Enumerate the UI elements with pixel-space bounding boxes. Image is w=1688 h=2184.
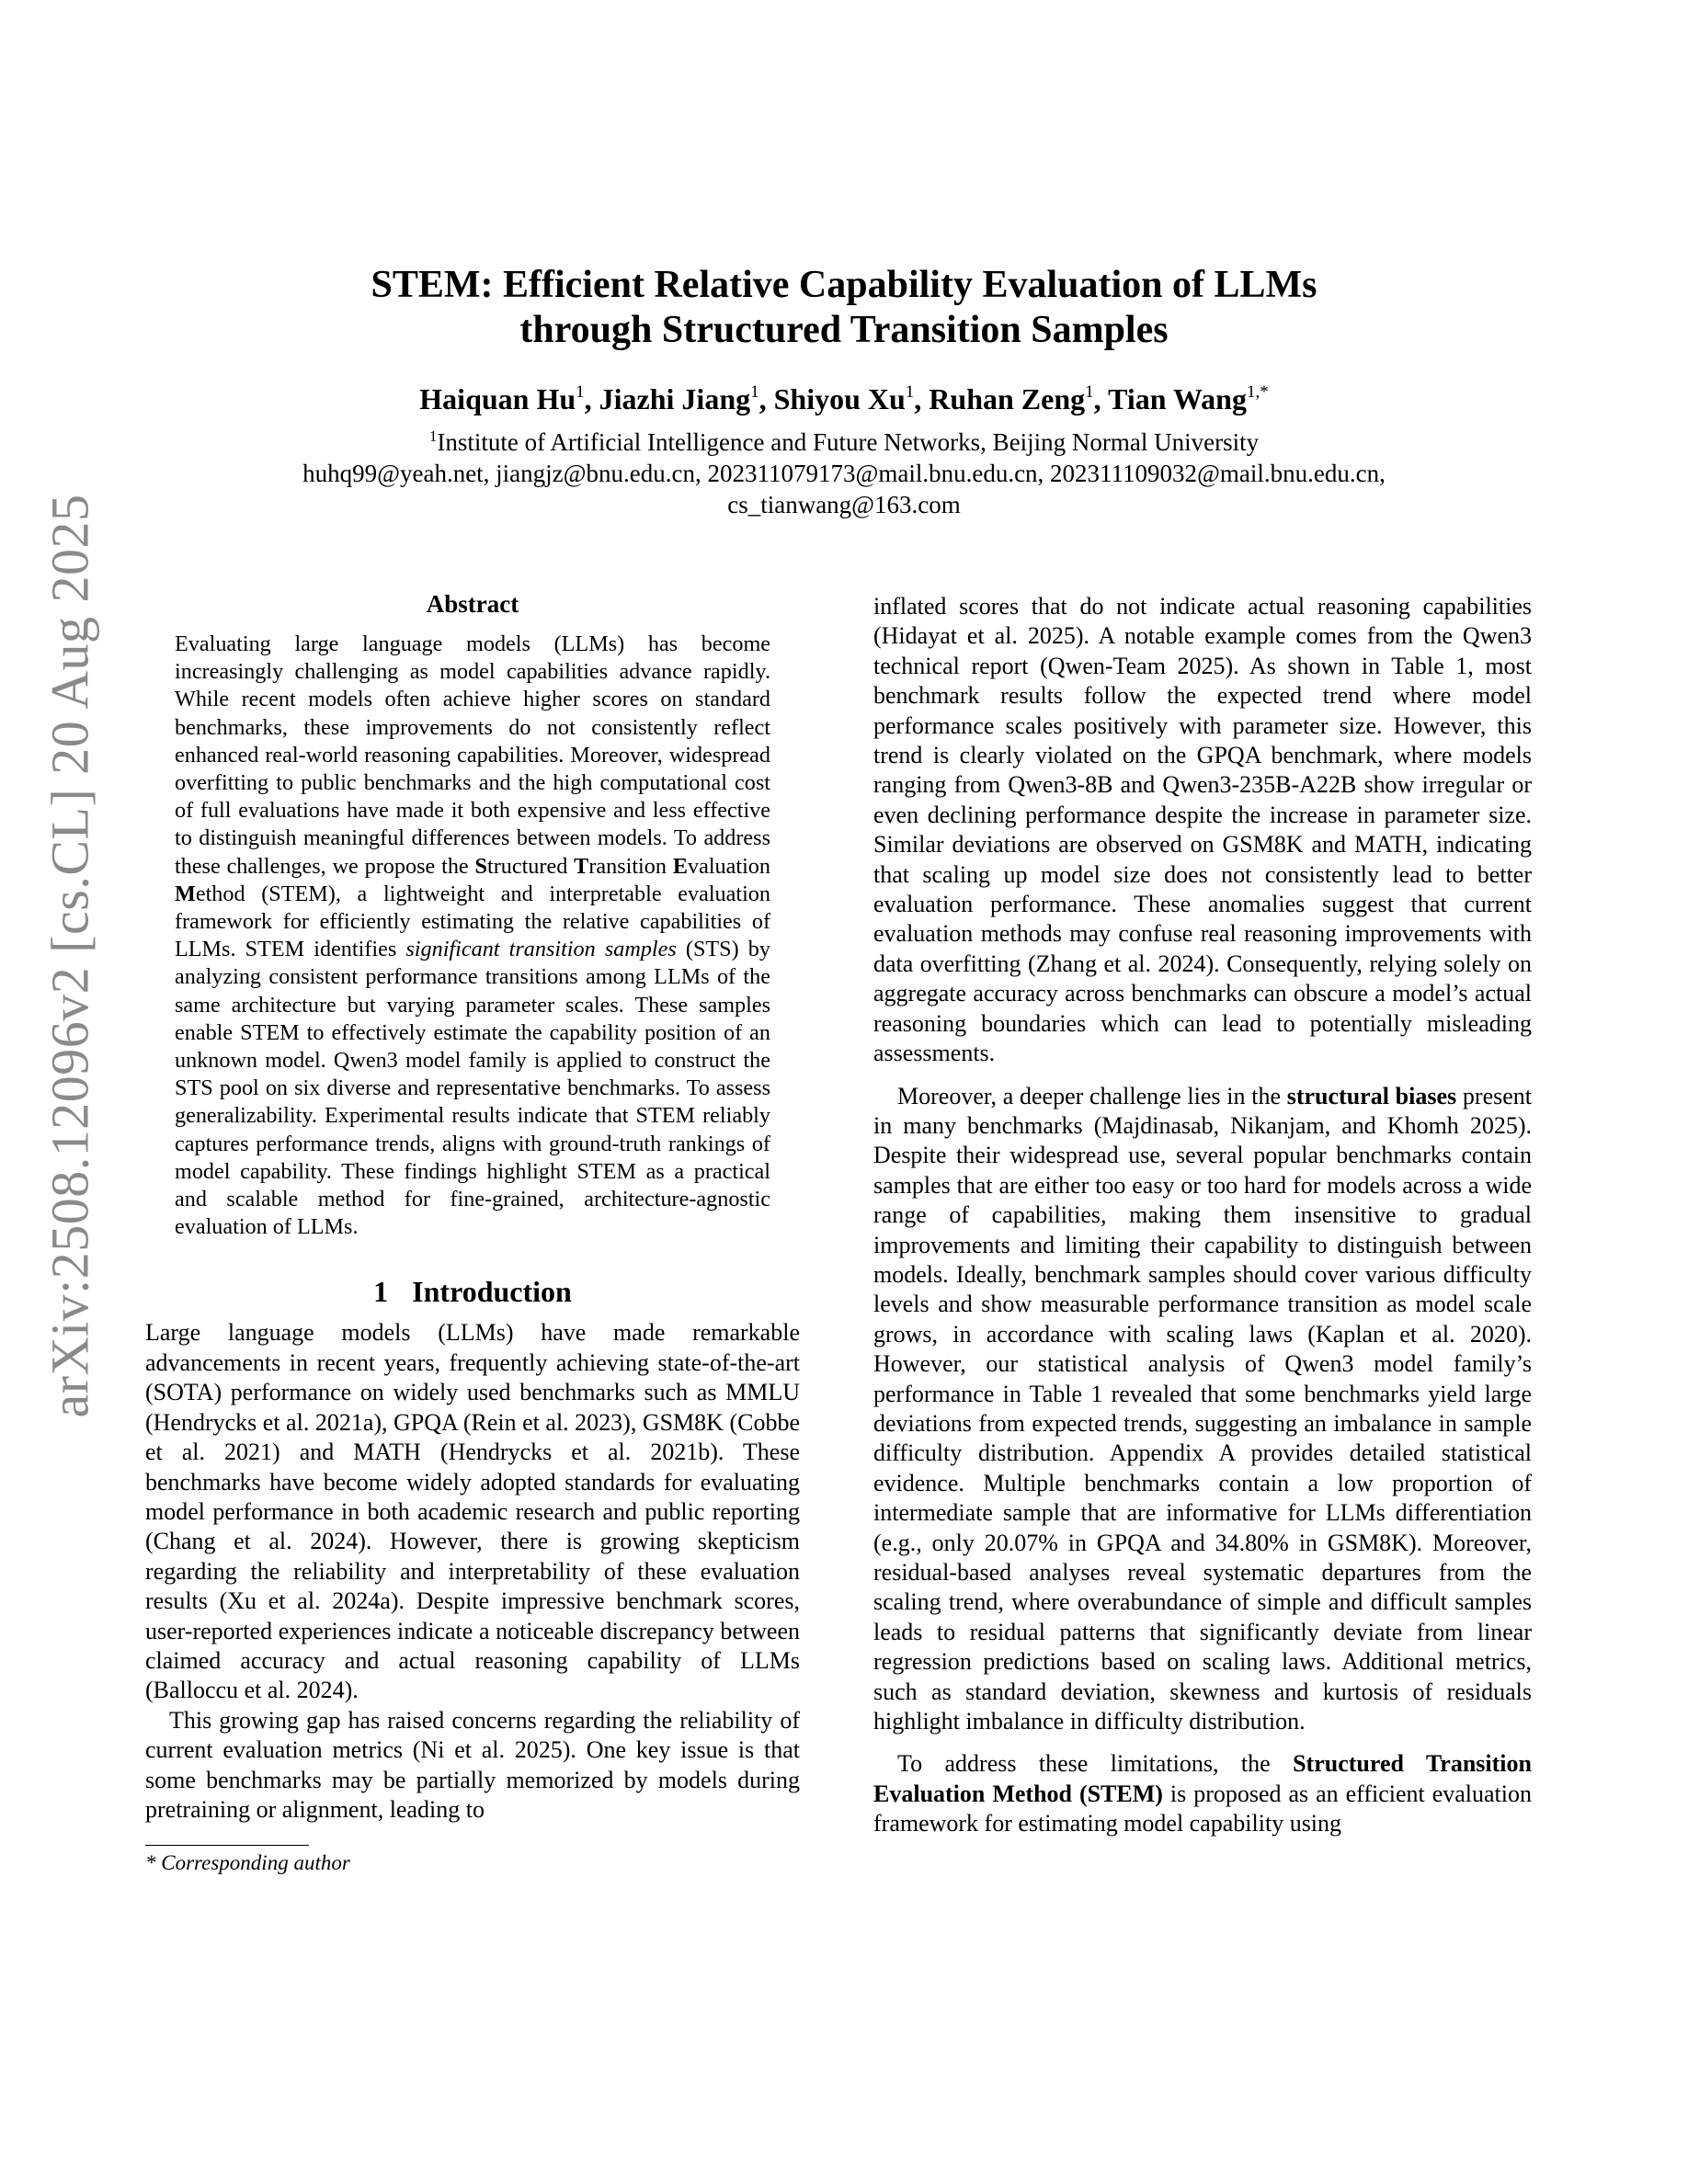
paper-header: [0, 263, 1688, 520]
right-column: [873, 592, 1532, 1839]
affiliation-text: Institute of Artificial Intelligence and Future Networks, Beijing Normal University: [437, 428, 1260, 456]
paragraph-text: To address these limitations, the: [897, 1750, 1294, 1778]
abstract-bold: T: [574, 853, 589, 879]
author-affil-mark: 1,*: [1246, 382, 1269, 402]
abstract-text: Evaluating large language models (LLMs) has become increasingly challenging as model capabilities advance rapidly. While recent models often achieve higher scores on standard benchmarks, these improvements do not consistently reflect enhanced real-world reasoning capabilities. Moreover, widespread overfitting to public benchmarks and the high computational cost of full evaluations have made it both expensive and less effective to distinguish meaningful differences between models. To address these challenges, we propose the: [175, 631, 770, 879]
intro-paragraph-3: [873, 1082, 1532, 1737]
author-affil-mark: 1: [1085, 382, 1094, 402]
intro-paragraph-2: This growing gap has raised concerns regarding the reliability of current evaluation metrics (Ni et al. 2025). One key issue is that some benchmarks may be partially memorized by models during pretraining or alignment, leading to: [145, 1706, 800, 1823]
section-heading-introduction: [145, 1274, 800, 1309]
left-column: [145, 588, 800, 1877]
paragraph-text: present in many benchmarks (Majdinasab, Nikanjam, and Khomh 2025). Despite their widespread use, several popular benchmarks contain samples that are either too easy or too hard for models across a wide range of capabilities, making them insensitive to gradual improvements and limiting their capability to distinguish between models. Ideally, benchmark samples should cover various difficulty levels and show measurable performance transition as model scale grows, in accordance with scaling laws (Kaplan et al. 2020). However, our statistical analysis of Qwen3 model family’s performance in Table 1 revealed that some benchmarks yield large deviations from expected trends, suggesting an imbalance in sample difficulty distribution. Appendix A provides detailed statistical evidence. Multiple benchmarks contain a low proportion of intermediate sample that are informative for LLMs differentiation (e.g., only 20.07% in GPQA and 34.80% in GSM8K). Moreover, residual-based analyses reveal systematic departures from the scaling trend, where overabundance of simple and difficult samples leads to residual patterns that significantly deviate from linear regression predictions based on scaling laws. Additional metrics, such as standard deviation, skewness and kurtosis of residuals highlight imbalance in difficulty distribution.: [873, 1082, 1532, 1735]
intro-paragraph-2-continued: inflated scores that do not indicate actual reasoning capabilities (Hidayat et al. 2025). A notable example comes from the Qwen3 technical report (Qwen-Team 2025). As shown in Table 1, most benchmark results follow the expected trend where model performance scales positively with parameter size. However, this trend is clearly violated on the GPQA benchmark, where models ranging from Qwen3-8B and Qwen3-235B-A22B show irregular or even declining performance despite the increase in parameter size. Similar deviations are observed on GSM8K and MATH, indicating that scaling up model size does not consistently lead to better evaluation performance. These anomalies suggest that current evaluation methods may confuse real reasoning improvements with data overfitting (Zhang et al. 2024). Consequently, relying solely on aggregate accuracy across benchmarks can obscure a model’s actual reasoning boundaries which can lead to potentially misleading assessments.: [873, 593, 1532, 1067]
affiliation: [0, 427, 1688, 458]
abstract-text: valuation: [687, 853, 770, 879]
author-name: Tian Wang: [1108, 382, 1247, 415]
abstract-text: ethod (STEM), a lightweight and interpretable evaluation framework for efficiently estimating the relative capabilities of LLMs. STEM identifies: [175, 881, 770, 962]
abstract-text: (STS) by analyzing consistent performance transitions among LLMs of the same architecture but varying parameter scales. These samples enable STEM to effectively estimate the capability position of an unknown model. Qwen3 model family is applied to construct the STS pool on six diverse and representative benchmarks. To assess generalizability. Experimental results indicate that STEM reliably captures performance trends, aligns with ground-truth rankings of model capability. These findings highlight STEM as a practical and scalable method for fine-grained, architecture-agnostic evaluation of LLMs.: [175, 937, 770, 1240]
abstract-text: tructured: [486, 853, 575, 879]
emails-line-2: cs_tianwang@163.com: [727, 491, 961, 518]
author-name: Jiazhi Jiang: [599, 382, 751, 415]
intro-paragraph-1: Large language models (LLMs) have made remarkable advancements in recent years, frequently achieving state-of-the-art (SOTA) performance on widely used benchmarks such as MMLU (Hendrycks et al. 2021a), GPQA (Rein et al. 2023), GSM8K (Cobbe et al. 2021) and MATH (Hendrycks et al. 2021b). These benchmarks have become widely adopted standards for evaluating model performance in both academic research and public reporting (Chang et al. 2024). However, there is growing skepticism regarding the reliability and interpretability of these evaluation results (Xu et al. 2024a). Despite impressive benchmark scores, user-reported experiences indicate a noticeable discrepancy between claimed accuracy and actual reasoning capability of LLMs (Balloccu et al. 2024).: [145, 1319, 800, 1704]
abstract-text: ransition: [588, 853, 673, 879]
author-affil-mark: 1: [750, 382, 759, 402]
abstract-emphasis: significant transition samples: [405, 937, 677, 962]
author-list: Haiquan Hu$^1$, Jiazhi Jiang$^1$, Shiyou Xu$^1$, Ruhan Zeng$^1$, Tian Wang$^{1,*}$: [419, 382, 1269, 415]
affiliation-block: [0, 427, 1688, 520]
paper-title: [0, 263, 1688, 353]
abstract-bold: M: [175, 881, 196, 906]
abstract-bold: E: [672, 853, 688, 879]
emails-line-1: huhq99@yeah.net, jiangjz@bnu.edu.cn, 202311079173@mail.bnu.edu.cn, 202311109032@mail.bnu.edu.cn,: [302, 460, 1386, 487]
abstract-bold: S: [474, 853, 487, 879]
author-name: Shiyou Xu: [773, 382, 906, 415]
author-affil-mark: 1: [576, 382, 585, 402]
intro-paragraph-4: [873, 1749, 1532, 1838]
affiliation-mark: 1: [428, 427, 438, 445]
author-affil-mark: 1: [905, 382, 915, 402]
arxiv-margin-stamp: [33, 494, 107, 1418]
section-title: Introduction: [412, 1275, 572, 1309]
paragraph-bold: Structured Transition Evaluation Method (STEM): [873, 1750, 1532, 1807]
paragraph-bold: structural biases: [1286, 1082, 1457, 1109]
title-line-2: through Structured Transition Samples: [519, 309, 1169, 351]
arxiv-stamp-text: arXiv:2508.12096v2 [cs.CL] 20 Aug 2025: [40, 494, 100, 1418]
title-line-1: STEM: Efficient Relative Capability Evaluation of LLMs: [371, 264, 1317, 306]
abstract-heading: Abstract: [426, 590, 519, 618]
author-name: Ruhan Zeng: [929, 382, 1086, 415]
paragraph-text: is proposed as an efficient evaluation framework for estimating model capability using: [873, 1780, 1532, 1837]
footnote-rule: [145, 1845, 309, 1846]
paragraph-text: Moreover, a deeper challenge lies in the: [897, 1082, 1287, 1109]
abstract-body: [145, 631, 800, 1241]
section-number: 1: [373, 1275, 389, 1309]
author-name: Haiquan Hu: [419, 382, 576, 415]
footnote-corresponding-author: * Corresponding author: [145, 1851, 350, 1875]
